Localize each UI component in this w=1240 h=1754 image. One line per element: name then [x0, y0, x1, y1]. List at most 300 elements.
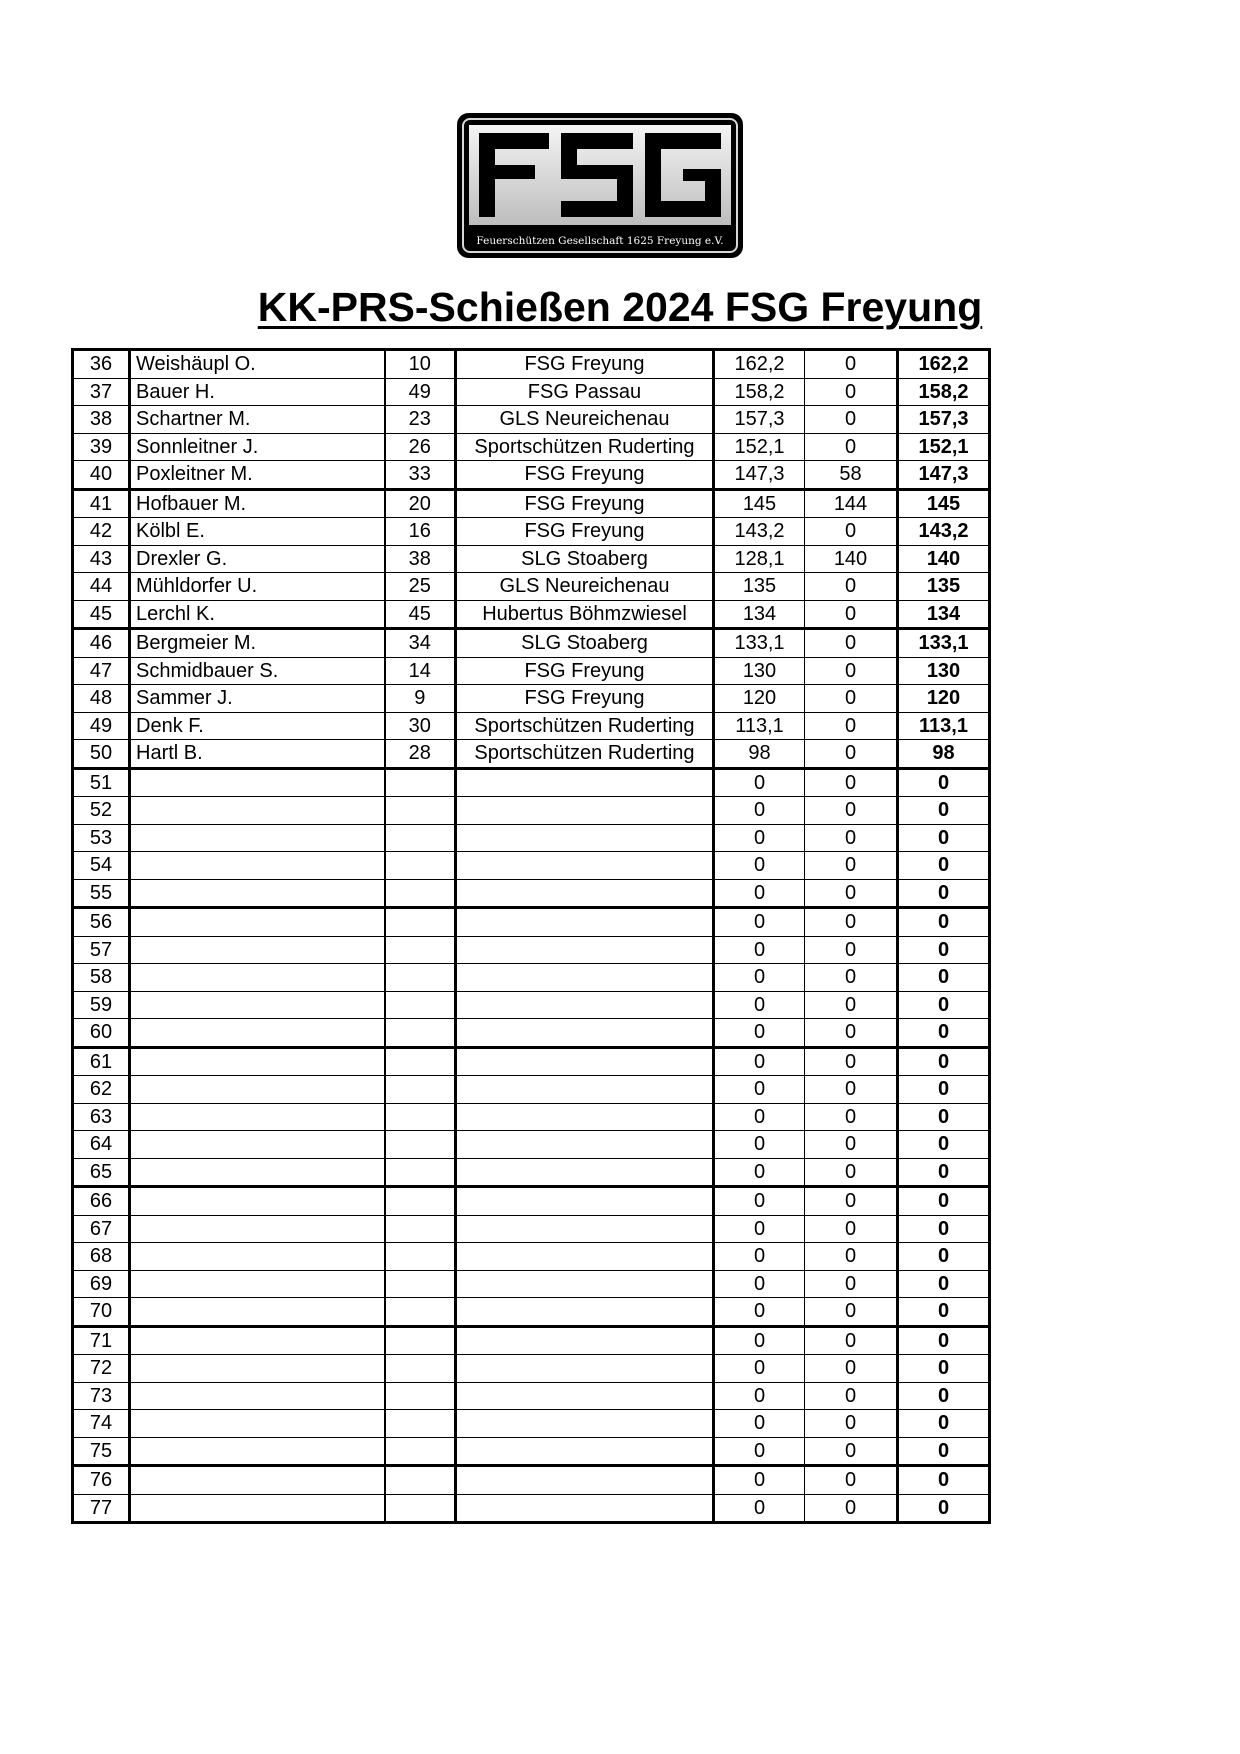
- name-cell: [130, 936, 385, 964]
- name-cell: [130, 1215, 385, 1243]
- club-cell: FSG Freyung: [456, 350, 714, 379]
- name-cell: [130, 1326, 385, 1355]
- table-row: [73, 461, 990, 490]
- score-1-cell: 0: [714, 852, 805, 880]
- total-cell: 0: [898, 768, 990, 797]
- table-row: [73, 1131, 990, 1159]
- total-cell: 147,3: [898, 461, 990, 490]
- score-2-cell: 0: [805, 1382, 898, 1410]
- score-1-cell: 0: [714, 936, 805, 964]
- total-cell: 135: [898, 573, 990, 601]
- total-cell: 0: [898, 1076, 990, 1104]
- rank-cell: 48: [73, 685, 130, 713]
- total-cell: 143,2: [898, 518, 990, 546]
- start-number-cell: [385, 1019, 456, 1048]
- start-number-cell: [385, 1243, 456, 1271]
- score-2-cell: 0: [805, 824, 898, 852]
- table-row: [73, 1382, 990, 1410]
- name-cell: [130, 1382, 385, 1410]
- score-2-cell: 0: [805, 936, 898, 964]
- start-number-cell: [385, 852, 456, 880]
- score-1-cell: 0: [714, 1355, 805, 1383]
- score-1-cell: 0: [714, 768, 805, 797]
- start-number-cell: [385, 1494, 456, 1523]
- total-cell: 0: [898, 1326, 990, 1355]
- club-cell: [456, 879, 714, 908]
- score-1-cell: 120: [714, 685, 805, 713]
- name-cell: [130, 1298, 385, 1327]
- club-cell: [456, 1410, 714, 1438]
- table-row: [73, 1187, 990, 1216]
- total-cell: 0: [898, 879, 990, 908]
- score-2-cell: 0: [805, 1270, 898, 1298]
- score-1-cell: 0: [714, 1103, 805, 1131]
- rank-cell: 73: [73, 1382, 130, 1410]
- rank-cell: 52: [73, 797, 130, 825]
- rank-cell: 47: [73, 657, 130, 685]
- club-cell: [456, 1355, 714, 1383]
- results-table-body: [73, 350, 990, 1523]
- total-cell: 152,1: [898, 433, 990, 461]
- start-number-cell: 38: [385, 545, 456, 573]
- table-row: [73, 1437, 990, 1466]
- table-row: [73, 740, 990, 769]
- club-cell: [456, 1215, 714, 1243]
- rank-cell: 72: [73, 1355, 130, 1383]
- score-2-cell: 0: [805, 657, 898, 685]
- name-cell: [130, 797, 385, 825]
- start-number-cell: 26: [385, 433, 456, 461]
- total-cell: 0: [898, 1410, 990, 1438]
- name-cell: [130, 1270, 385, 1298]
- club-cell: [456, 768, 714, 797]
- name-cell: [130, 1131, 385, 1159]
- total-cell: 0: [898, 1131, 990, 1159]
- score-2-cell: 0: [805, 600, 898, 629]
- name-cell: [130, 852, 385, 880]
- club-cell: [456, 936, 714, 964]
- score-1-cell: 162,2: [714, 350, 805, 379]
- score-1-cell: 0: [714, 991, 805, 1019]
- name-cell: Poxleitner M.: [130, 461, 385, 490]
- start-number-cell: [385, 1103, 456, 1131]
- total-cell: 145: [898, 489, 990, 518]
- score-1-cell: 0: [714, 1019, 805, 1048]
- club-cell: FSG Freyung: [456, 461, 714, 490]
- rank-cell: 51: [73, 768, 130, 797]
- start-number-cell: [385, 964, 456, 992]
- total-cell: 0: [898, 1437, 990, 1466]
- score-2-cell: 0: [805, 908, 898, 937]
- name-cell: [130, 1466, 385, 1495]
- score-2-cell: 0: [805, 740, 898, 769]
- fsg-logo: [457, 113, 743, 258]
- score-2-cell: 0: [805, 1494, 898, 1523]
- start-number-cell: [385, 1298, 456, 1327]
- total-cell: 0: [898, 1047, 990, 1076]
- table-row: [73, 1215, 990, 1243]
- rank-cell: 67: [73, 1215, 130, 1243]
- start-number-cell: 34: [385, 629, 456, 658]
- score-1-cell: 152,1: [714, 433, 805, 461]
- name-cell: [130, 1355, 385, 1383]
- rank-cell: 55: [73, 879, 130, 908]
- total-cell: 0: [898, 936, 990, 964]
- score-1-cell: 0: [714, 824, 805, 852]
- total-cell: 0: [898, 964, 990, 992]
- start-number-cell: [385, 1215, 456, 1243]
- table-row: [73, 685, 990, 713]
- name-cell: [130, 824, 385, 852]
- rank-cell: 44: [73, 573, 130, 601]
- club-cell: [456, 1047, 714, 1076]
- start-number-cell: [385, 1270, 456, 1298]
- rank-cell: 62: [73, 1076, 130, 1104]
- score-2-cell: 0: [805, 406, 898, 434]
- name-cell: Denk F.: [130, 712, 385, 740]
- rank-cell: 68: [73, 1243, 130, 1271]
- start-number-cell: 33: [385, 461, 456, 490]
- start-number-cell: 49: [385, 378, 456, 406]
- club-cell: [456, 797, 714, 825]
- rank-cell: 60: [73, 1019, 130, 1048]
- start-number-cell: [385, 908, 456, 937]
- start-number-cell: 30: [385, 712, 456, 740]
- total-cell: 0: [898, 1298, 990, 1327]
- table-row: [73, 518, 990, 546]
- start-number-cell: 45: [385, 600, 456, 629]
- start-number-cell: 9: [385, 685, 456, 713]
- club-cell: [456, 1158, 714, 1187]
- name-cell: [130, 1187, 385, 1216]
- table-row: [73, 1047, 990, 1076]
- club-cell: [456, 1076, 714, 1104]
- start-number-cell: [385, 1410, 456, 1438]
- rank-cell: 39: [73, 433, 130, 461]
- rank-cell: 43: [73, 545, 130, 573]
- club-cell: [456, 964, 714, 992]
- total-cell: 157,3: [898, 406, 990, 434]
- score-1-cell: 0: [714, 1466, 805, 1495]
- rank-cell: 50: [73, 740, 130, 769]
- name-cell: Mühldorfer U.: [130, 573, 385, 601]
- total-cell: 0: [898, 1187, 990, 1216]
- score-2-cell: 0: [805, 1187, 898, 1216]
- total-cell: 0: [898, 1466, 990, 1495]
- start-number-cell: [385, 797, 456, 825]
- score-2-cell: 0: [805, 768, 898, 797]
- total-cell: 130: [898, 657, 990, 685]
- club-cell: [456, 1382, 714, 1410]
- table-row: [73, 1243, 990, 1271]
- total-cell: 120: [898, 685, 990, 713]
- table-row: [73, 908, 990, 937]
- start-number-cell: [385, 1131, 456, 1159]
- name-cell: [130, 991, 385, 1019]
- name-cell: Weishäupl O.: [130, 350, 385, 379]
- score-1-cell: 0: [714, 1326, 805, 1355]
- total-cell: 0: [898, 1158, 990, 1187]
- name-cell: [130, 908, 385, 937]
- start-number-cell: [385, 1466, 456, 1495]
- total-cell: 0: [898, 1103, 990, 1131]
- score-2-cell: 0: [805, 1215, 898, 1243]
- rank-cell: 66: [73, 1187, 130, 1216]
- total-cell: 0: [898, 1019, 990, 1048]
- total-cell: 134: [898, 600, 990, 629]
- score-1-cell: 0: [714, 964, 805, 992]
- score-2-cell: 0: [805, 1326, 898, 1355]
- score-2-cell: 0: [805, 1355, 898, 1383]
- score-1-cell: 0: [714, 1270, 805, 1298]
- page-title: KK-PRS-Schießen 2024 FSG Freyung: [257, 284, 983, 330]
- score-2-cell: 0: [805, 991, 898, 1019]
- table-row: [73, 600, 990, 629]
- total-cell: 0: [898, 1215, 990, 1243]
- table-row: [73, 1410, 990, 1438]
- total-cell: 0: [898, 1494, 990, 1523]
- score-1-cell: 0: [714, 1437, 805, 1466]
- rank-cell: 49: [73, 712, 130, 740]
- rank-cell: 71: [73, 1326, 130, 1355]
- rank-cell: 58: [73, 964, 130, 992]
- score-1-cell: 0: [714, 1131, 805, 1159]
- start-number-cell: [385, 879, 456, 908]
- score-2-cell: 140: [805, 545, 898, 573]
- score-2-cell: 144: [805, 489, 898, 518]
- name-cell: [130, 1019, 385, 1048]
- club-cell: [456, 1187, 714, 1216]
- club-cell: [456, 852, 714, 880]
- score-1-cell: 0: [714, 1158, 805, 1187]
- table-row: [73, 712, 990, 740]
- score-2-cell: 0: [805, 879, 898, 908]
- score-1-cell: 133,1: [714, 629, 805, 658]
- score-1-cell: 145: [714, 489, 805, 518]
- total-cell: 113,1: [898, 712, 990, 740]
- name-cell: Bauer H.: [130, 378, 385, 406]
- score-2-cell: 58: [805, 461, 898, 490]
- table-row: [73, 433, 990, 461]
- start-number-cell: 28: [385, 740, 456, 769]
- table-row: [73, 1298, 990, 1327]
- total-cell: 0: [898, 991, 990, 1019]
- name-cell: [130, 1047, 385, 1076]
- name-cell: [130, 1437, 385, 1466]
- rank-cell: 41: [73, 489, 130, 518]
- name-cell: Sonnleitner J.: [130, 433, 385, 461]
- score-1-cell: 0: [714, 908, 805, 937]
- start-number-cell: [385, 1047, 456, 1076]
- start-number-cell: 23: [385, 406, 456, 434]
- score-2-cell: 0: [805, 1410, 898, 1438]
- total-cell: 0: [898, 1382, 990, 1410]
- score-1-cell: 147,3: [714, 461, 805, 490]
- club-cell: Sportschützen Ruderting: [456, 740, 714, 769]
- table-row: [73, 879, 990, 908]
- start-number-cell: 14: [385, 657, 456, 685]
- rank-cell: 63: [73, 1103, 130, 1131]
- table-row: [73, 657, 990, 685]
- score-1-cell: 0: [714, 879, 805, 908]
- score-1-cell: 0: [714, 1494, 805, 1523]
- name-cell: [130, 1076, 385, 1104]
- club-cell: SLG Stoaberg: [456, 545, 714, 573]
- rank-cell: 56: [73, 908, 130, 937]
- table-row: [73, 991, 990, 1019]
- table-row: [73, 1158, 990, 1187]
- rank-cell: 70: [73, 1298, 130, 1327]
- rank-cell: 77: [73, 1494, 130, 1523]
- table-row: [73, 406, 990, 434]
- start-number-cell: 20: [385, 489, 456, 518]
- total-cell: 0: [898, 852, 990, 880]
- club-cell: [456, 1326, 714, 1355]
- table-row: [73, 797, 990, 825]
- name-cell: Bergmeier M.: [130, 629, 385, 658]
- club-cell: Sportschützen Ruderting: [456, 433, 714, 461]
- table-row: [73, 378, 990, 406]
- club-cell: [456, 1298, 714, 1327]
- total-cell: 98: [898, 740, 990, 769]
- score-2-cell: 0: [805, 350, 898, 379]
- score-2-cell: 0: [805, 1243, 898, 1271]
- name-cell: [130, 768, 385, 797]
- club-cell: FSG Freyung: [456, 489, 714, 518]
- club-cell: Sportschützen Ruderting: [456, 712, 714, 740]
- name-cell: Drexler G.: [130, 545, 385, 573]
- club-cell: [456, 908, 714, 937]
- name-cell: Sammer J.: [130, 685, 385, 713]
- name-cell: Hofbauer M.: [130, 489, 385, 518]
- score-2-cell: 0: [805, 852, 898, 880]
- rank-cell: 53: [73, 824, 130, 852]
- rank-cell: 69: [73, 1270, 130, 1298]
- rank-cell: 64: [73, 1131, 130, 1159]
- score-1-cell: 135: [714, 573, 805, 601]
- score-2-cell: 0: [805, 1019, 898, 1048]
- total-cell: 158,2: [898, 378, 990, 406]
- club-cell: [456, 1466, 714, 1495]
- score-2-cell: 0: [805, 629, 898, 658]
- score-1-cell: 0: [714, 1047, 805, 1076]
- total-cell: 133,1: [898, 629, 990, 658]
- score-1-cell: 0: [714, 797, 805, 825]
- club-cell: SLG Stoaberg: [456, 629, 714, 658]
- table-row: [73, 936, 990, 964]
- rank-cell: 74: [73, 1410, 130, 1438]
- start-number-cell: [385, 1355, 456, 1383]
- total-cell: 0: [898, 797, 990, 825]
- start-number-cell: [385, 1326, 456, 1355]
- name-cell: Hartl B.: [130, 740, 385, 769]
- table-row: [73, 629, 990, 658]
- name-cell: [130, 879, 385, 908]
- rank-cell: 46: [73, 629, 130, 658]
- score-2-cell: 0: [805, 518, 898, 546]
- table-row: [73, 573, 990, 601]
- score-2-cell: 0: [805, 685, 898, 713]
- name-cell: [130, 1103, 385, 1131]
- score-1-cell: 113,1: [714, 712, 805, 740]
- start-number-cell: [385, 991, 456, 1019]
- table-row: [73, 964, 990, 992]
- score-2-cell: 0: [805, 1298, 898, 1327]
- score-1-cell: 0: [714, 1187, 805, 1216]
- total-cell: 0: [898, 1243, 990, 1271]
- start-number-cell: [385, 824, 456, 852]
- name-cell: Schmidbauer S.: [130, 657, 385, 685]
- club-cell: [456, 1243, 714, 1271]
- total-cell: 0: [898, 1355, 990, 1383]
- rank-cell: 61: [73, 1047, 130, 1076]
- rank-cell: 40: [73, 461, 130, 490]
- score-1-cell: 0: [714, 1215, 805, 1243]
- club-cell: [456, 1494, 714, 1523]
- name-cell: Kölbl E.: [130, 518, 385, 546]
- score-2-cell: 0: [805, 378, 898, 406]
- total-cell: 140: [898, 545, 990, 573]
- total-cell: 0: [898, 1270, 990, 1298]
- score-1-cell: 98: [714, 740, 805, 769]
- rank-cell: 38: [73, 406, 130, 434]
- score-2-cell: 0: [805, 964, 898, 992]
- name-cell: [130, 1158, 385, 1187]
- club-cell: [456, 1131, 714, 1159]
- club-cell: [456, 1103, 714, 1131]
- club-cell: FSG Freyung: [456, 657, 714, 685]
- rank-cell: 37: [73, 378, 130, 406]
- score-2-cell: 0: [805, 1103, 898, 1131]
- score-1-cell: 0: [714, 1410, 805, 1438]
- club-cell: [456, 824, 714, 852]
- name-cell: [130, 1243, 385, 1271]
- name-cell: [130, 1494, 385, 1523]
- total-cell: 162,2: [898, 350, 990, 379]
- rank-cell: 59: [73, 991, 130, 1019]
- club-cell: FSG Freyung: [456, 518, 714, 546]
- score-1-cell: 158,2: [714, 378, 805, 406]
- table-row: [73, 852, 990, 880]
- score-2-cell: 0: [805, 1047, 898, 1076]
- table-row: [73, 1466, 990, 1495]
- rank-cell: 54: [73, 852, 130, 880]
- score-2-cell: 0: [805, 433, 898, 461]
- score-2-cell: 0: [805, 1131, 898, 1159]
- club-cell: [456, 1270, 714, 1298]
- start-number-cell: 10: [385, 350, 456, 379]
- club-cell: [456, 991, 714, 1019]
- rank-cell: 42: [73, 518, 130, 546]
- rank-cell: 45: [73, 600, 130, 629]
- score-2-cell: 0: [805, 1466, 898, 1495]
- club-cell: FSG Freyung: [456, 685, 714, 713]
- logo-caption: Feuerschützen Gesellschaft 1625 Freyung e.V.: [476, 235, 724, 247]
- rank-cell: 76: [73, 1466, 130, 1495]
- score-2-cell: 0: [805, 712, 898, 740]
- score-1-cell: 0: [714, 1298, 805, 1327]
- start-number-cell: 25: [385, 573, 456, 601]
- club-cell: GLS Neureichenau: [456, 573, 714, 601]
- start-number-cell: [385, 936, 456, 964]
- club-cell: GLS Neureichenau: [456, 406, 714, 434]
- table-row: [73, 545, 990, 573]
- start-number-cell: [385, 1187, 456, 1216]
- score-1-cell: 134: [714, 600, 805, 629]
- table-row: [73, 824, 990, 852]
- score-2-cell: 0: [805, 1158, 898, 1187]
- score-2-cell: 0: [805, 797, 898, 825]
